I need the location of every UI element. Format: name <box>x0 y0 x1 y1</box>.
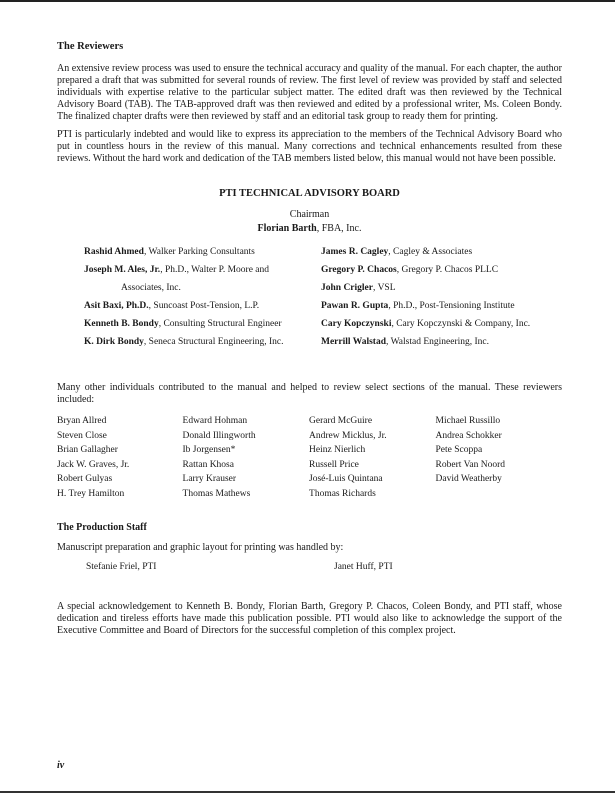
reviewer-name: Bryan Allred <box>57 416 107 426</box>
member-affiliation: , VSL <box>372 283 396 293</box>
member-name: Kenneth B. Bondy <box>84 319 159 329</box>
other-reviewers-intro: Many other individuals contributed to the manual and helped to review select sections of the manual. These reviewers included: <box>57 382 562 405</box>
tab-member <box>84 243 319 261</box>
member-affiliation: , Ph.D., Post-Tensioning Institute <box>388 301 515 311</box>
reviewer-column <box>57 414 183 501</box>
reviewer-name: Thomas Richards <box>309 488 376 499</box>
reviewer-name: Brian Gallagher <box>57 445 118 455</box>
member-name: Gregory P. Chacos <box>321 265 397 275</box>
member-affiliation: , Consulting Structural Engineer <box>158 319 282 329</box>
reviewer-name: H. Trey Hamilton <box>57 488 125 499</box>
member-name: Cary Kopczynski <box>321 319 392 329</box>
chairman-affiliation: , FBA, Inc. <box>316 223 362 234</box>
reviewer-name: Pete Scoppa <box>435 445 483 455</box>
reviewer-name: Robert Van Noord <box>435 459 505 470</box>
tab-members-left <box>84 243 319 351</box>
chairman-name: Florian Barth <box>257 223 317 234</box>
member-affiliation: , Ph.D., Walter P. Moore and <box>160 265 270 275</box>
tab-member <box>321 315 562 333</box>
document-page <box>57 41 562 647</box>
tab-members <box>57 243 562 351</box>
staff-name: Stefanie Friel, PTI <box>86 562 157 572</box>
tab-member <box>84 261 319 279</box>
member-affiliation: , Gregory P. Chacos PLLC <box>396 265 499 275</box>
tab-title: PTI TECHNICAL ADVISORY BOARD <box>219 188 400 199</box>
reviewer-name: Andrew Micklus, Jr. <box>309 430 387 441</box>
reviewer-column <box>436 414 563 501</box>
reviewer-name: Larry Krauser <box>182 474 237 484</box>
production-heading: The Production Staff <box>57 522 147 533</box>
reviewers-paragraph-2: PTI is particularly indebted and would like to express its appreciation to the members of the Technical Advisory Board who put in countless hours in the review of this manual. Many corrections and technical enhancements resulted from these reviews. Without the hard work and dedication of the TAB members listed below, this manual would not have been possible. <box>57 129 562 164</box>
tab-member <box>84 297 319 315</box>
member-name: Merrill Walstad <box>321 337 386 347</box>
reviewer-name: Edward Hohman <box>182 416 248 426</box>
reviewer-name: Donald Illingworth <box>182 430 256 441</box>
member-affiliation: , Seneca Structural Engineering, Inc. <box>143 337 284 347</box>
member-name: K. Dirk Bondy <box>84 337 144 347</box>
reviewer-name: José-Luis Quintana <box>309 474 383 484</box>
production-intro: Manuscript preparation and graphic layout for printing was handled by: <box>57 542 344 553</box>
member-affiliation: , Cagley & Associates <box>388 247 473 257</box>
reviewer-name: Heinz Nierlich <box>309 445 366 455</box>
reviewers-heading: The Reviewers <box>57 41 124 52</box>
reviewer-name: Gerard McGuire <box>309 416 373 426</box>
reviewer-name: David Weatherby <box>435 474 502 484</box>
member-name: Rashid Ahmed <box>84 247 144 257</box>
member-affiliation: Associates, Inc. <box>121 283 181 293</box>
reviewer-name: Rattan Khosa <box>182 459 234 470</box>
tab-member <box>321 261 562 279</box>
member-name: Pawan R. Gupta <box>321 301 389 311</box>
reviewer-name: Andrea Schokker <box>435 430 502 441</box>
acknowledgement-paragraph: A special acknowledgement to Kenneth B. Bondy, Florian Barth, Gregory P. Chacos, Coleen Bondy, and PTI staff, whose dedication and tireless efforts have made this publication possible. PTI would also like to acknowledge the support of the Executive Committee and Board of Directors for the successful completion of this complex project. <box>57 601 562 636</box>
page-number: iv <box>57 760 65 771</box>
tab-member <box>84 315 319 333</box>
reviewer-name: Russell Price <box>309 459 359 470</box>
member-affiliation: , Suncoast Post-Tension, L.P. <box>148 301 260 311</box>
tab-member <box>321 243 562 261</box>
staff-name: Janet Huff, PTI <box>334 562 393 572</box>
tab-member <box>321 333 562 351</box>
reviewer-name: Thomas Mathews <box>182 488 251 499</box>
member-affiliation: , Cary Kopczynski & Company, Inc. <box>391 319 531 329</box>
tab-member-continued <box>84 279 319 297</box>
reviewer-column <box>183 414 310 501</box>
member-name: John Crigler <box>321 283 373 293</box>
top-border <box>0 0 615 2</box>
member-name: James R. Cagley <box>321 247 389 257</box>
reviewer-name: Ib Jorgensen* <box>182 445 236 455</box>
member-name: Asit Baxi, Ph.D. <box>84 301 149 311</box>
reviewer-name: Steven Close <box>57 430 107 441</box>
member-affiliation: , Walstad Engineering, Inc. <box>386 337 490 347</box>
other-reviewers-list <box>57 414 562 501</box>
chairman <box>57 223 562 234</box>
member-affiliation: , Walker Parking Consultants <box>143 247 255 257</box>
tab-member <box>84 333 319 351</box>
reviewer-name: Michael Russillo <box>435 416 501 426</box>
reviewer-name: Jack W. Graves, Jr. <box>57 459 130 470</box>
chairman-label: Chairman <box>289 209 330 220</box>
tab-member <box>321 297 562 315</box>
production-staff <box>57 562 562 572</box>
reviewer-name: Robert Gulyas <box>57 474 113 484</box>
member-name: Joseph M. Ales, Jr. <box>84 265 161 275</box>
reviewer-column <box>309 414 436 501</box>
reviewers-paragraph-1: An extensive review process was used to ensure the technical accuracy and quality of the manual. For each chapter, the author prepared a draft that was submitted for several rounds of review. The first level of review was provided by staff and selected individuals with expertise relative to the particular subject matter. The edited draft was then reviewed by the Technical Advisory Board (TAB). The TAB-approved draft was then reviewed and edited by a professional writer, Ms. Coleen Bondy. The finalized chapter drafts were then reviewed by staff and an editorial task group to ready them for printing. <box>57 63 562 122</box>
bottom-border <box>0 791 615 793</box>
tab-member <box>321 279 562 297</box>
tab-members-right <box>321 243 562 351</box>
